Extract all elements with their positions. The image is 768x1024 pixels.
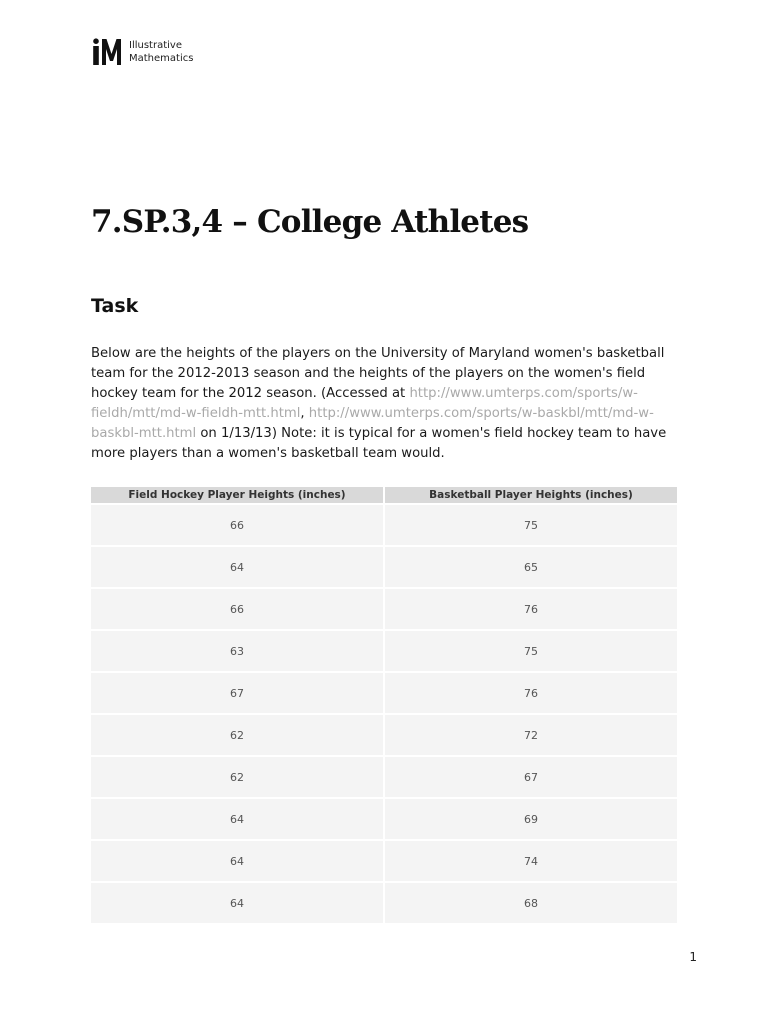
task-text-note: on 1/13/13) Note: it is typical for a women's field hockey team to have more players than a women's basketball team would. bbox=[91, 426, 667, 461]
page-number: 1 bbox=[689, 950, 697, 964]
table-row bbox=[91, 882, 677, 923]
field-hockey-height-cell: 62 bbox=[91, 756, 384, 798]
table-header-row bbox=[91, 487, 677, 504]
basketball-height-cell: 75 bbox=[384, 630, 677, 672]
table-row bbox=[91, 756, 677, 798]
link-separator: , bbox=[300, 406, 309, 421]
column-header-basketball: Basketball Player Heights (inches) bbox=[384, 487, 677, 504]
field-hockey-height-cell: 66 bbox=[91, 588, 384, 630]
basketball-height-cell: 76 bbox=[384, 588, 677, 630]
logo-text-line1: Illustrative bbox=[129, 40, 182, 51]
basketball-height-cell: 72 bbox=[384, 714, 677, 756]
column-header-field-hockey: Field Hockey Player Heights (inches) bbox=[91, 487, 384, 504]
basketball-height-cell: 75 bbox=[384, 504, 677, 546]
basketball-height-cell: 68 bbox=[384, 882, 677, 923]
table-row bbox=[91, 798, 677, 840]
field-hockey-height-cell: 66 bbox=[91, 504, 384, 546]
table-row bbox=[91, 630, 677, 672]
illustrative-mathematics-logo bbox=[92, 38, 193, 66]
basketball-height-cell: 74 bbox=[384, 840, 677, 882]
section-heading-task: Task bbox=[91, 295, 139, 317]
basketball-roster-link[interactable]: http://www.umterps.com/sports/w-baskbl/mtt/md-w-baskbl-mtt.html bbox=[91, 406, 654, 441]
field-hockey-height-cell: 64 bbox=[91, 546, 384, 588]
field-hockey-height-cell: 63 bbox=[91, 630, 384, 672]
field-hockey-height-cell: 64 bbox=[91, 840, 384, 882]
field-hockey-height-cell: 64 bbox=[91, 882, 384, 923]
page-title: 7.SP.3,4 – College Athletes bbox=[91, 204, 529, 240]
task-description bbox=[91, 344, 683, 464]
field-hockey-height-cell: 62 bbox=[91, 714, 384, 756]
table-row bbox=[91, 840, 677, 882]
basketball-height-cell: 69 bbox=[384, 798, 677, 840]
heights-table-container bbox=[91, 487, 677, 923]
basketball-height-cell: 76 bbox=[384, 672, 677, 714]
table-row bbox=[91, 504, 677, 546]
basketball-height-cell: 67 bbox=[384, 756, 677, 798]
table-row bbox=[91, 714, 677, 756]
field-hockey-height-cell: 64 bbox=[91, 798, 384, 840]
basketball-height-cell: 65 bbox=[384, 546, 677, 588]
table-row bbox=[91, 546, 677, 588]
field-hockey-roster-link[interactable]: http://www.umterps.com/sports/w-fieldh/mtt/md-w-fieldh-mtt.html bbox=[91, 386, 638, 421]
heights-table bbox=[91, 487, 677, 923]
task-text-intro: Below are the heights of the players on the University of Maryland women's basketball team for the 2012-2013 season and the heights of the players on the women's field hockey team for the 2012 season. (Accessed at bbox=[91, 346, 665, 401]
table-row bbox=[91, 672, 677, 714]
field-hockey-height-cell: 67 bbox=[91, 672, 384, 714]
table-row bbox=[91, 588, 677, 630]
logo-text-line2: Mathematics bbox=[129, 53, 194, 64]
im-logo-icon bbox=[92, 38, 124, 66]
